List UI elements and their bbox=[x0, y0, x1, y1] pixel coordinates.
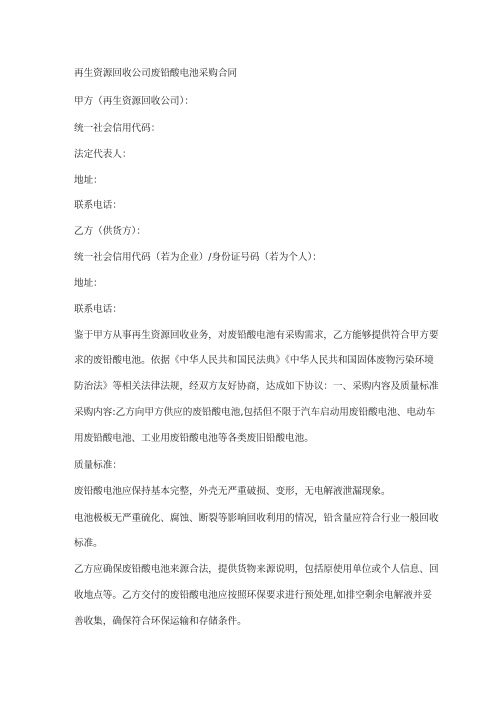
preamble-line-3: 防治法》等相关法律法规，经双方友好协商，达成如下协议：一、采购内容及质量标准 bbox=[74, 381, 439, 392]
preamble-line-1: 鉴于甲方从事再生资源回收业务，对废铅酸电池有采购需求，乙方能够提供符合甲方要 bbox=[74, 330, 439, 341]
quality-item-1: 废铅酸电池应保持基本完整，外壳无严重破损、变形，无电解液泄漏现象。 bbox=[74, 486, 391, 497]
document-title: 再生资源回收公司废铅酸电池采购合同 bbox=[74, 68, 238, 79]
party-a-heading: 甲方（再生资源回收公司）： bbox=[74, 96, 194, 107]
party-b-phone: 联系电话： bbox=[74, 304, 122, 315]
preamble-line-2: 求的废铅酸电池。依据《中华人民共和国民法典》《中华人民共和国固体废物污染环境 bbox=[74, 355, 434, 366]
party-a-phone: 联系电话： bbox=[74, 200, 122, 211]
quality-item-3-line-2: 收地点等。乙方交付的废铅酸电池应按照环保要求进行预处理,如排空剩余电解液并妥 bbox=[74, 590, 433, 601]
purchase-content-line-1: 采购内容:乙方向甲方供应的废铅酸电池,包括但不限于汽车启动用废铅酸电池、电动车 bbox=[74, 407, 436, 418]
party-b-address: 地址： bbox=[74, 278, 103, 289]
quality-item-3-line-1: 乙方应确保废铅酸电池来源合法，提供货物来源说明，包括原使用单位或个人信息、回 bbox=[74, 564, 439, 575]
party-a-address: 地址： bbox=[74, 175, 103, 186]
party-b-id-code: 统一社会信用代码（若为企业）/身份证号码（若为个人）： bbox=[74, 252, 322, 263]
quality-item-3-line-3: 善收集，确保符合环保运输和存储条件。 bbox=[74, 616, 247, 627]
party-a-credit-code: 统一社会信用代码： bbox=[74, 123, 161, 134]
party-a-legal-rep: 法定代表人： bbox=[74, 149, 132, 160]
purchase-content-line-2: 用废铅酸电池、工业用废铅酸电池等各类废旧铅酸电池。 bbox=[74, 433, 314, 444]
quality-item-2-line-2: 标准。 bbox=[74, 538, 103, 549]
party-b-heading: 乙方（供货方）： bbox=[74, 226, 146, 237]
quality-standard-heading: 质量标准： bbox=[74, 460, 122, 471]
quality-item-2-line-1: 电池极板无严重硫化、腐蚀、断裂等影响回收利用的情况，铅含量应符合行业一般回收 bbox=[74, 513, 439, 524]
